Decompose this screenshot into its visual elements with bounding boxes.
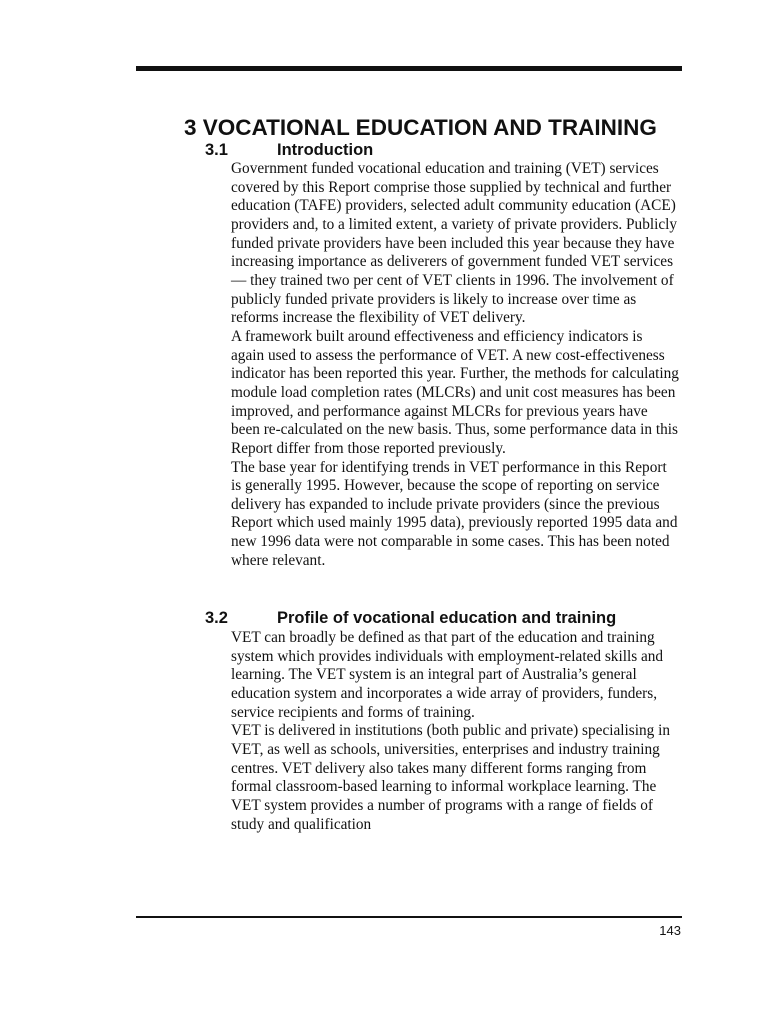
- paragraph: VET can broadly be defined as that part of the education and training system which provides individuals with employment-related skills and learning. The VET system is an integral part of Australia’s general education system and incorporates a wide array of providers, funders, service recipients and forms of training.: [231, 629, 664, 721]
- profile-body: [231, 629, 679, 834]
- section-title: Profile of vocational education and training: [277, 609, 617, 627]
- paragraph: VET is delivered in institutions (both public and private) specialising in VET, as well as schools, universities, enterprises and industry training centres. VET delivery also takes many different forms ranging from formal classroom-based learning to informal workplace learning. The VET system provides a number of programs with a range of fields of study and qualification: [231, 722, 671, 833]
- chapter-title: 3 VOCATIONAL EDUCATION AND TRAINING: [184, 115, 657, 140]
- paragraph: The base year for identifying trends in VET performance in this Report is generally 1995. However, because the scope of reporting on service delivery has expanded to include private providers (since the previous Report which used mainly 1995 data), previously reported 1995 data and new 1996 data were not comparable in some cases. This has been noted where relevant.: [231, 458, 678, 569]
- introduction-body: [231, 160, 679, 570]
- section-heading-introduction: [205, 140, 373, 160]
- section-number: 3.2: [205, 609, 228, 627]
- section-heading-profile: [205, 608, 616, 628]
- top-rule: [136, 66, 682, 71]
- paragraph: A framework built around effectiveness and efficiency indicators is again used to assess the performance of VET. A new cost-effectiveness indicator has been reported this year. Further, the methods for calculating module load completion rates (MLCRs) and unit cost measures has been improved, and performance against MLCRs for previous years have been re-calculated on the new basis. Thus, some performance data in this Report differ from those reported previously.: [231, 327, 679, 457]
- paragraph: Government funded vocational education and training (VET) services covered by this Report comprise those supplied by technical and further education (TAFE) providers, selected adult community education (ACE) providers and, to a limited extent, a variety of private providers. Publicly funded private providers have been included this year because they have increasing importance as deliverers of government funded VET services — they trained two per cent of VET clients in 1996. The involvement of publicly funded private providers is likely to increase over time as reforms increase the flexibility of VET delivery.: [231, 160, 678, 327]
- page-number: 143: [659, 923, 681, 938]
- bottom-rule: [136, 916, 682, 918]
- section-number: 3.1: [205, 141, 228, 159]
- section-title: Introduction: [277, 141, 374, 159]
